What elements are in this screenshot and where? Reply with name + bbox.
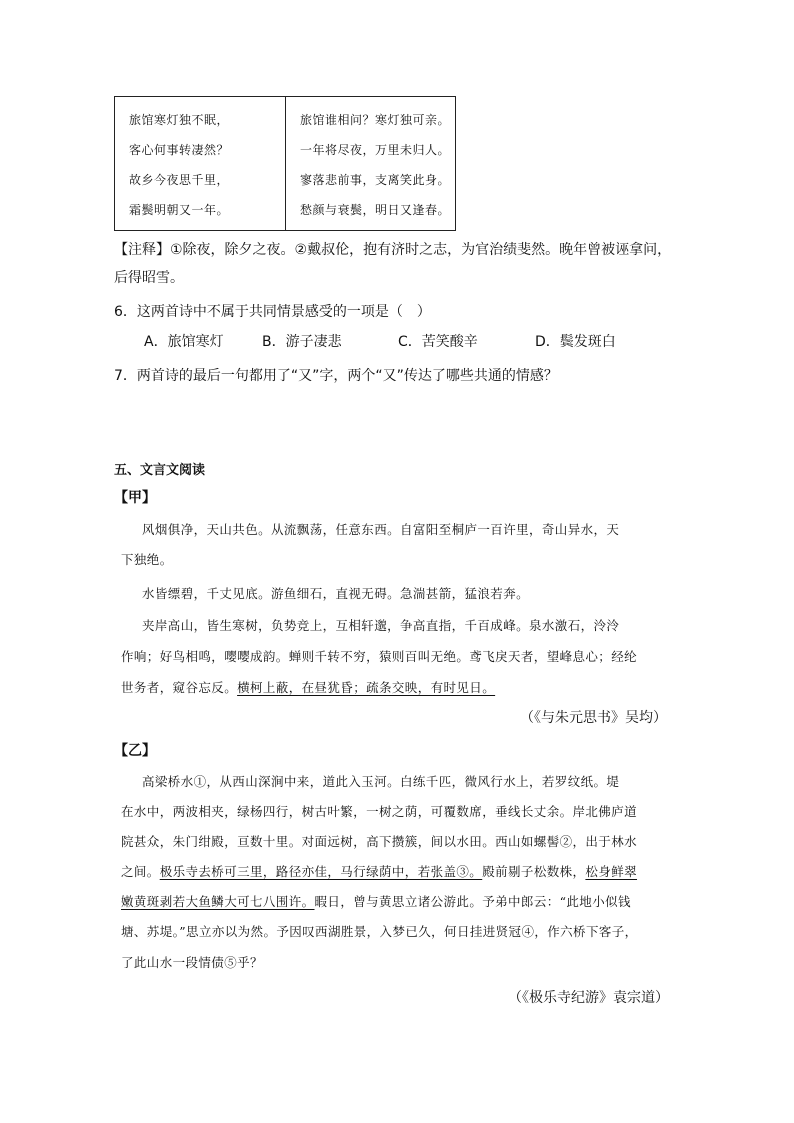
poem-table <box>114 96 456 231</box>
yi-underlined-sentence: 极乐寺去桥可三里，路径亦佳，马行绿荫中，若张盖③。 <box>159 864 483 879</box>
jia-text: 世务者，窥谷忘反。 <box>121 680 238 695</box>
jia-label: 【甲】 <box>114 490 156 506</box>
poem-line: 霜鬓明朝又一年。 <box>129 203 230 217</box>
jia-line: 水皆缥碧，千丈见底。游鱼细石，直视无碍。急湍甚箭，猛浪若奔。 <box>142 586 530 601</box>
yi-text: 殿前剔子松数株， <box>482 864 586 879</box>
poem-line: 愁颜与衰鬓，明日又逢春。 <box>300 203 451 217</box>
poem-right <box>285 97 455 230</box>
option-a[interactable]: A．旅馆寒灯 <box>144 334 224 350</box>
jia-line: 下独绝。 <box>121 552 173 567</box>
poem-line: 故乡今夜思千里， <box>129 173 230 187</box>
jia-line: 风烟俱净，天山共色。从流飘荡，任意东西。自富阳至桐庐一百许里，奇山异水，天 <box>142 522 620 537</box>
yi-underlined-sentence: 嫩黄斑剥若大鱼鳞大可七八围许。 <box>121 894 315 909</box>
jia-underlined-sentence: 横柯上蔽，在昼犹昏；疏条交映，有时见日。 <box>237 680 496 695</box>
yi-source: （《极乐寺纪游》袁宗道） <box>508 990 669 1006</box>
poem-line: 旅馆谁相问？寒灯独可亲。 <box>300 113 451 127</box>
question-7: 7．两首诗的最后一句都用了“又”字，两个“又”传达了哪些共通的情感？ <box>114 368 558 384</box>
poem-line: 一年将尽夜，万里未归人。 <box>300 143 451 157</box>
poem-line: 寥落悲前事，支离笑此身。 <box>300 173 451 187</box>
notes-line: 后得昭雪。 <box>114 270 184 286</box>
option-d[interactable]: D．鬓发斑白 <box>535 334 616 350</box>
jia-line: 作响；好鸟相鸣，嘤嘤成韵。蝉则千转不穷，猿则百叫无绝。鸢飞戾天者，望峰息心；经纶 <box>121 649 638 664</box>
poem-left <box>115 97 285 230</box>
jia-line-last <box>121 678 495 696</box>
option-b[interactable]: B．游子凄悲 <box>262 334 342 350</box>
yi-line: 院甚众，朱门绀殿，亘数十里。对面远树，高下攒簇，间以水田。西山如螺髻②，出于林水 <box>121 834 638 849</box>
yi-text: 暇日，曾与黄思立诸公游此。予弟中郎云：“此地小似钱 <box>314 894 631 909</box>
jia-source: （《与朱元思书》吴均） <box>520 710 667 726</box>
yi-label: 【乙】 <box>114 743 156 759</box>
poem-line: 客心何事转凄然？ <box>129 143 230 157</box>
question-6: 6．这两首诗中不属于共同情景感受的一项是（ ） <box>114 304 431 320</box>
section-title: 五、文言文阅读 <box>114 463 206 478</box>
yi-line <box>121 892 631 910</box>
option-c[interactable]: C．苦笑酸辛 <box>398 334 478 350</box>
poem-line: 旅馆寒灯独不眠， <box>129 113 230 127</box>
yi-line: 了此山水一段情债⑤乎？ <box>121 955 263 970</box>
yi-underlined-sentence: 松身鲜翠 <box>585 864 638 879</box>
yi-line: 在水中，两波相夹，绿杨四行，树古叶繁，一树之荫，可覆数席，垂线长丈余。岸北佛庐道 <box>121 804 638 819</box>
yi-line: 塘、苏堤。”思立亦以为然。予因叹西湖胜景，入梦已久，何日挂进贤冠④，作六桥下客子， <box>121 924 638 939</box>
yi-line <box>121 862 637 880</box>
jia-line: 夹岸高山，皆生寒树，负势竞上，互相轩邈，争高直指，千百成峰。泉水激石，泠泠 <box>142 618 620 633</box>
notes-line: 【注释】①除夜，除夕之夜。②戴叔伦，抱有济时之志，为官治绩斐然。晚年曾被诬拿问， <box>114 242 672 258</box>
yi-text: 之间。 <box>121 864 160 879</box>
yi-line: 高梁桥水①，从西山深涧中来，道此入玉河。白练千匹，微风行水上，若罗纹纸。堤 <box>142 774 620 789</box>
